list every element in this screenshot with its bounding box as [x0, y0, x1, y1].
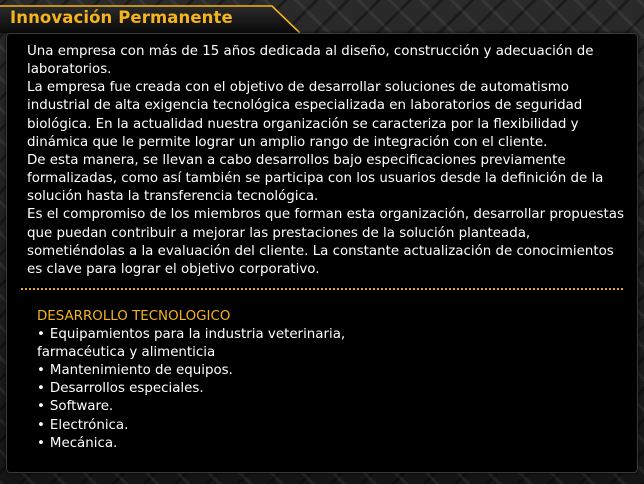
dotted-divider [21, 288, 623, 290]
section-heading: DESARROLLO TECNOLOGICO [37, 309, 231, 324]
page-title: Innovación Permanente [10, 8, 233, 27]
list-item-label: Software. [49, 399, 114, 415]
bullet-icon: • [37, 363, 45, 379]
list-item [37, 435, 597, 453]
list-item [37, 362, 597, 380]
tech-list [37, 326, 597, 453]
list-item-label: farmacéutica y alimenticia [37, 345, 216, 361]
title-bar [0, 0, 300, 34]
list-item-label: Equipamientos para la industria veterinaria, [49, 327, 346, 343]
bullet-icon: • [37, 327, 45, 343]
list-item-label: Desarrollos especiales. [49, 381, 204, 397]
tech-development-section [37, 308, 597, 453]
bullet-icon: • [37, 417, 45, 433]
list-item [37, 380, 597, 398]
list-item [37, 417, 597, 435]
intro-paragraph: Es el compromiso de los miembros que forman esta organización, desarrollar propuestas que puedan contribuir a mejorar las prestaciones de la solución planteada, sometiéndolas a la evaluación del cliente. La constante actualización de conocimientos es clave para lograr el objetivo corporativo. [27, 207, 624, 277]
intro-paragraph: La empresa fue creada con el objetivo de desarrollar soluciones de automatismo industrial de alta exigencia tecnológica especializada en laboratorios de seguridad biológica. En la actualidad nuestra organización se caracteriza por la flexibilidad y dinámica que le permite lograr un amplio rango de integración con el cliente. [27, 80, 583, 150]
bullet-icon: • [37, 399, 45, 415]
intro-paragraph: De esta manera, se llevan a cabo desarrollos bajo especificaciones previamente formalizadas, como así también se participa con los usuarios desde la definición de la solución hasta la transferencia tecnológica. [27, 152, 604, 205]
intro-paragraph: Una empresa con más de 15 años dedicada al diseño, construcción y adecuación de laboratorios. [27, 44, 594, 78]
list-item-label: Mantenimiento de equipos. [49, 363, 233, 379]
content-panel [6, 33, 638, 473]
list-item-continuation [37, 344, 597, 362]
intro-text [27, 43, 627, 279]
bullet-icon: • [37, 381, 45, 397]
bullet-icon: • [37, 435, 45, 451]
list-item [37, 326, 597, 344]
list-item-label: Electrónica. [49, 417, 129, 433]
list-item-label: Mecánica. [49, 435, 118, 451]
list-item [37, 398, 597, 416]
